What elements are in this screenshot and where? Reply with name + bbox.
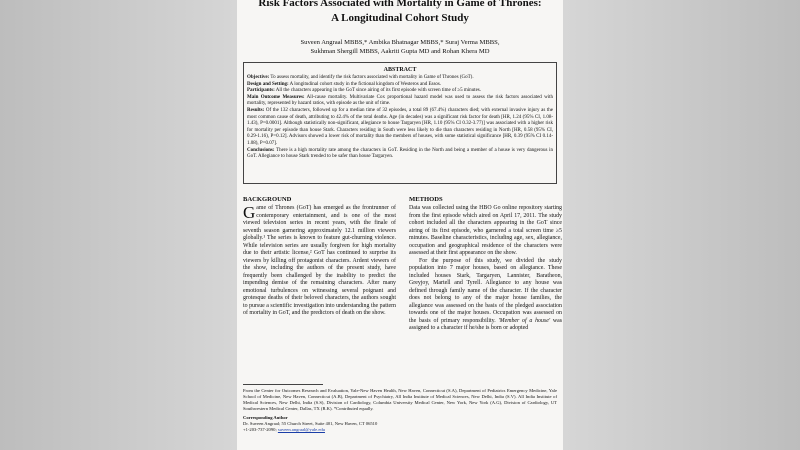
authors-line1: Suveen Angraal MBBS,* Ambika Bhatnagar MBBS,* Suraj Verma MBBS,: [300, 39, 500, 46]
abstract-participants: [247, 88, 553, 95]
abstract-outcome-text: All-cause mortality. Multivariate Cox proportional hazard model was used to assess the risk factors associated with mortality, represented by hazard ratios, with episode as the unit of time.: [247, 94, 553, 107]
corresponding-contact: [243, 427, 557, 433]
background-body: [243, 205, 396, 318]
abstract-heading: ABSTRACT: [383, 67, 417, 73]
footnote-block: [243, 388, 557, 433]
abstract-results-label: Results:: [247, 107, 265, 113]
abstract-objective: [247, 75, 553, 82]
abstract-objective-label: Objective:: [247, 75, 270, 80]
footnote-rule: [243, 384, 323, 385]
background-dropcap: G: [243, 203, 256, 222]
paper-title-line1: Risk Factors Associated with Mortality in Game of Thrones:: [258, 0, 542, 9]
abstract-results: [247, 108, 553, 148]
abstract-conclusions-text: There is a high mortality rate among the characters in GoT. Residing in the North and being a member of a house is very dangerous in GoT. Allegiance to house Stark trended to be safer than house Targaryen.: [247, 147, 553, 160]
methods-paragraph-1: Data was collected using the HBO Go online repository starting from the first episode which aired on April 17, 2011. The study cohort included all the characters appearing in the GoT since airing of its first episode, who garnered a total screen time ≥5 minutes. Baseline characteristics, including age, sex, allegiance, occupation and geographical residence of the characters were assessed at their first appearance on the show.: [409, 205, 562, 256]
background-heading: BACKGROUND: [243, 196, 292, 203]
methods-paragraph-2: [409, 258, 562, 333]
paper-page: [237, 0, 563, 450]
abstract-participants-label: Participants:: [247, 88, 275, 94]
background-right-margin: [563, 0, 800, 450]
authors-line2: Sukhman Shergill MBBS, Aakriti Gupta MD and Rohan Khera MD: [310, 48, 490, 55]
background-left-margin: [0, 0, 237, 450]
methods-member-quote: 'Member of a house': [498, 317, 551, 324]
corresponding-address: Dr. Suveen Angraal; 55 Church Street, Suite 401, New Haven, CT 06510: [243, 421, 378, 426]
methods-heading: METHODS: [409, 196, 443, 203]
abstract-box: [243, 62, 557, 184]
abstract-conclusions: [247, 148, 553, 161]
corresponding-author-heading: Corresponding Author: [243, 415, 288, 420]
abstract-design-text: A longitudinal cohort study in the fictional kingdom of Westeros and Essos.: [288, 81, 442, 87]
methods-body: [409, 205, 562, 333]
affiliations-text: From the Center for Outcomes Research and Evaluation, Yale-New Haven Health, New Haven, Connecticut (S.A), Department of Pediatrics Emergency Medicine, Yale School of Medicine, New Haven, Connecticut (A.B), Department of Psychiatry, All India Institute of Medical Sciences, New Delhi, India (S.V). All India Institute of Medical Sciences, New Delhi, India (S.S), Division of Cardiology, Columbia University Medical Center, New York, New York (A.G), Division of Cardiology, UT Southwestern Medical Center, Dallas, TX (R.K). *Contributed equally.: [243, 388, 557, 411]
corresponding-phone: +1-203-737-2090;: [243, 427, 278, 432]
abstract-results-text: Of the 132 characters, followed up for a median time of 32 episodes, a total 89 (67.4%) characters died; with external invasive injury as the most common cause of death, attributing to 42.4% of the total deaths. Age (in decades) was a significant risk factor for death [HR, 1.24 (95% CI, 1.08-1.43), P=0.0001]. Although statistically non-significant, allegiance to house Targaryen [HR, 1.10 (95% CI 0.32-3.77)] was associated with a higher risk for mortality per episode than house Stark. Characters residing in South were less likely to die than characters residing in North [HR, 0.58 (95% CI, 0.29-1.16), P=0.12]. Advisors showed a lower risk of mortality than the members of houses, with some statistical significance [HR, 0.39 (95% CI 0.14-1.08), P=0.07].: [247, 107, 553, 146]
abstract-conclusions-label: Conclusions:: [247, 147, 275, 153]
paper-title-line2: A Longitudinal Cohort Study: [331, 12, 469, 24]
abstract-outcome-label: Main Outcome Measures:: [247, 94, 305, 100]
abstract-outcome: [247, 95, 553, 108]
abstract-objective-text: To assess mortality, and identify the risk factors associated with mortality in Game of Thrones (GoT).: [269, 75, 474, 80]
abstract-participants-text: All the characters appearing in the GoT since airing of its first episode with screen time of ≥5 minutes.: [274, 88, 481, 94]
abstract-design: [247, 82, 553, 89]
abstract-body: [247, 75, 553, 161]
methods-paragraph-2-start: For the purpose of this study, we divided the study population into 7 major houses, based on allegiance. These included houses Stark, Targaryen, Lannister, Baratheon, Greyjoy, Martell and Tyrell. Allegiance to any house was defined through family name of the character. If the character does not belong to any of the major house families, the allegiance was assessed on the basis of the pledged association towards one of the major houses. Occupation was assessed on the basis of primary responsibility.: [409, 257, 562, 324]
background-paragraph: [243, 205, 396, 318]
background-column: [243, 196, 396, 318]
methods-column: [409, 196, 562, 333]
abstract-design-label: Design and Setting:: [247, 81, 289, 87]
background-text: ame of Thrones (GoT) has emerged as the frontrunner of contemporary entertainment, and is one of the most viewed television series in recent years, with the finale of seventh season garnering approximately 12.1 million viewers globally.¹ The series is known to feature gut-churning violence. While television series are usually forgiven for high mortality due to their artistic license,² GoT has continued to surprise its viewers by killing off protagonist characters. Ardent viewers of the show, including the authors of the present study, have frequently been challenged by the inability to predict the impending demise of the remaining characters. After many emotional turbulences on witnessing several poignant and grotesque deaths of their beloved characters, the authors sought to pursue a scientific investigation into understanding the pattern of mortality in GoT, and the predictors of death on the show.: [243, 205, 396, 316]
methods-paragraph-2-end: was assigned to a character if he/she is born or adopted: [409, 317, 562, 331]
corresponding-email-link[interactable]: suveen.angraal@yale.edu: [277, 427, 325, 432]
